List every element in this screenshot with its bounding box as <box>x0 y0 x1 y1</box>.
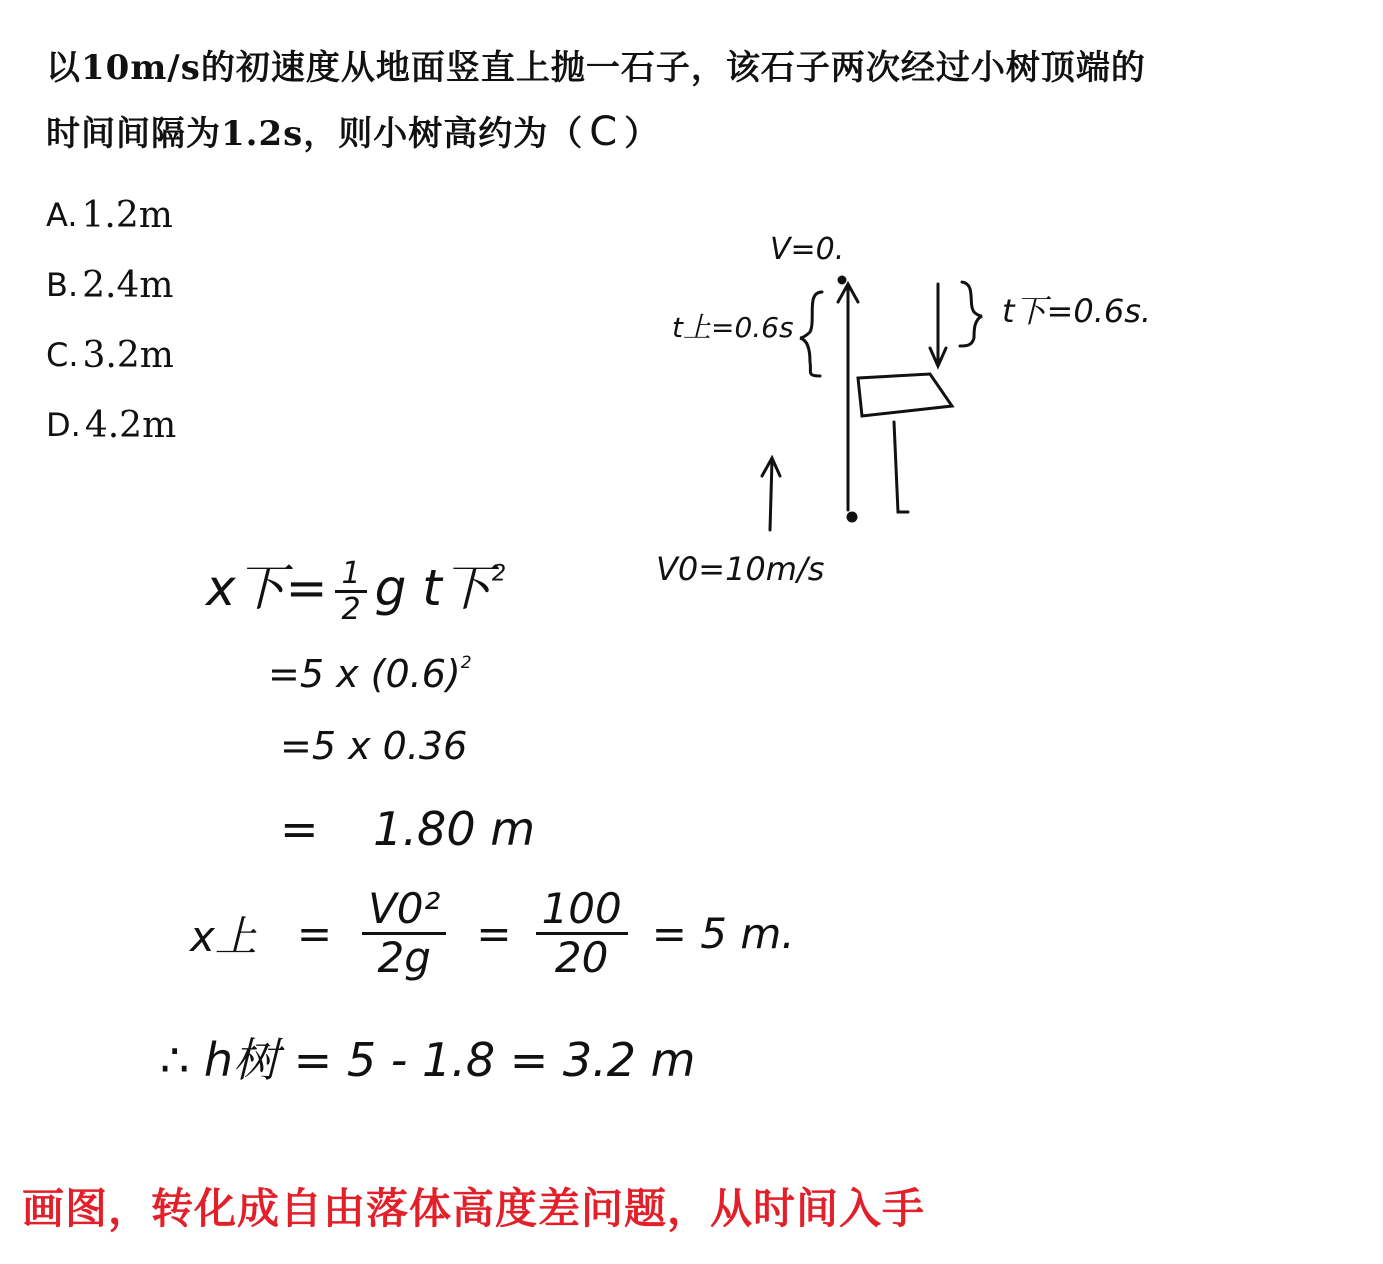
option-text: 3.2m <box>82 334 174 376</box>
question-line-1: 以10m/s的初速度从地面竖直上抛一石子，该石子两次经过小树顶端的 <box>46 48 1146 88</box>
x-down-rest: g t下 <box>374 559 492 617</box>
step-1 <box>268 652 472 696</box>
t-down-label: t下=0.6s. <box>1002 292 1152 330</box>
tree-crown <box>858 374 952 416</box>
step-3-eq: = <box>280 802 319 856</box>
v0-arrow-line <box>770 460 772 530</box>
handwritten-answer: C <box>589 109 619 155</box>
option-a <box>46 180 176 250</box>
question-line-2-close: ） <box>624 114 660 154</box>
x-down-formula <box>206 548 506 626</box>
tree-trunk <box>894 422 908 512</box>
option-c <box>46 320 176 390</box>
frac1-den: 2g <box>377 933 431 983</box>
option-letter: D. <box>46 406 81 444</box>
option-text: 4.2m <box>84 404 177 446</box>
option-b <box>46 250 176 320</box>
v0-label: V0=10m/s <box>656 550 825 588</box>
option-d <box>46 390 176 460</box>
x-down-exp: 2 <box>491 560 507 587</box>
right-brace <box>960 282 982 346</box>
option-letter: C. <box>46 336 79 374</box>
option-text: 1.2m <box>81 194 173 236</box>
step-1-exp: 2 <box>460 653 472 674</box>
option-text: 2.4m <box>82 264 174 306</box>
frac2-num: 100 <box>536 886 628 935</box>
step-3-value: 1.80 m <box>373 802 536 856</box>
x-up-eq-2: = <box>476 909 512 959</box>
option-letter: A. <box>46 196 78 234</box>
question-line-2-text: 时间间隔为1.2s，则小树高约为（ <box>46 114 584 154</box>
question-text <box>46 36 1366 166</box>
option-letter: B. <box>46 266 79 304</box>
motion-diagram <box>640 220 1200 600</box>
x-up-eq-1: = <box>296 909 333 959</box>
v-top-label: V=0. <box>770 232 845 267</box>
frac2-den: 20 <box>554 933 609 983</box>
frac1-num: V0² <box>362 886 446 935</box>
option-list <box>46 180 176 460</box>
x-up-lhs: x上 <box>190 911 257 961</box>
ground-point <box>848 513 856 521</box>
step-3 <box>280 802 535 856</box>
step-2: =5 x 0.36 <box>280 724 468 768</box>
x-down-lhs: x下= <box>206 559 328 617</box>
left-brace <box>800 292 822 376</box>
step-1-text: =5 x (0.6) <box>268 652 461 696</box>
x-up-formula <box>190 886 795 981</box>
question-line-2 <box>46 100 1366 166</box>
top-point <box>839 277 845 283</box>
method-tip: 画图，转化成自由落体高度差问题，从时间入手 <box>22 1184 926 1233</box>
x-up-result: = 5 m. <box>651 909 795 959</box>
x-down-frac-den: 2 <box>341 592 361 627</box>
x-down-frac-num: 1 <box>335 557 366 593</box>
t-up-label: t上=0.6s <box>672 311 794 344</box>
conclusion: ∴ h树 = 5 - 1.8 = 3.2 m <box>160 1033 696 1087</box>
